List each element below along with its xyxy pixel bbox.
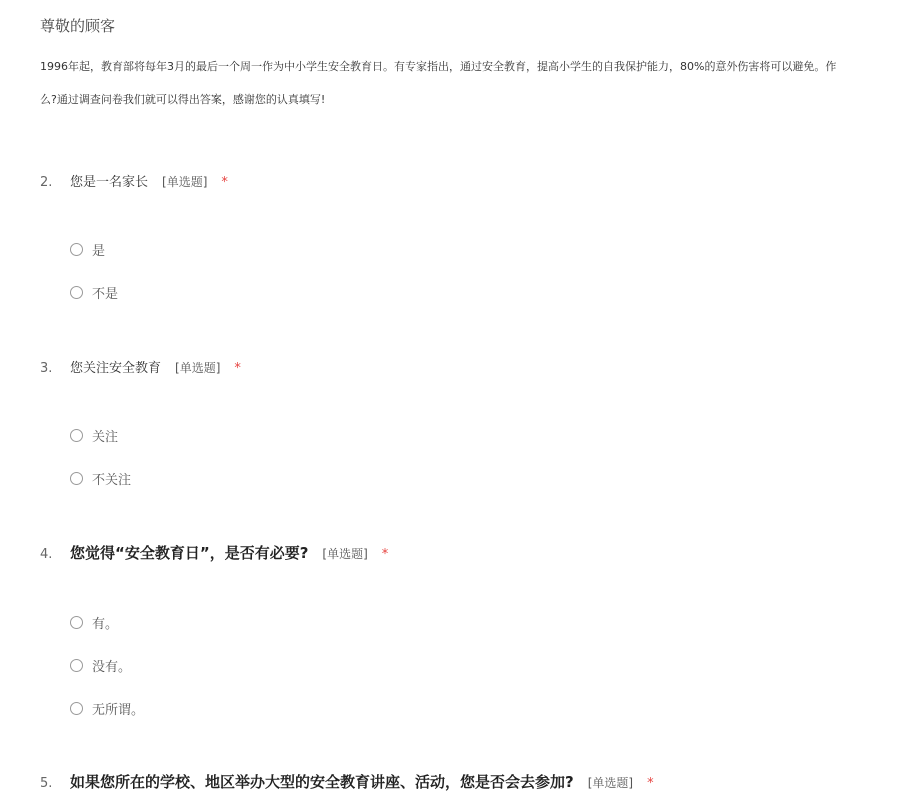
option-label: 是 <box>92 244 106 259</box>
option-not-care[interactable] <box>70 469 131 488</box>
radio-button[interactable] <box>70 286 83 299</box>
required-marker: * <box>647 776 654 791</box>
option-label: 有。 <box>92 617 119 632</box>
radio-button[interactable] <box>70 429 83 442</box>
question-type-label: [单选题] <box>587 776 634 790</box>
question-number: 2. <box>40 175 53 190</box>
question-3-header <box>40 357 241 376</box>
option-label: 关注 <box>92 430 119 445</box>
question-type-label: [单选题] <box>175 361 221 375</box>
question-type-label: [单选题] <box>322 547 368 561</box>
question-text: 您觉得“安全教育日”，是否有必要? <box>70 544 309 562</box>
option-label: 不关注 <box>92 473 132 488</box>
question-type-label: [单选题] <box>162 175 208 189</box>
option-label: 不是 <box>92 287 119 302</box>
radio-button[interactable] <box>70 702 83 715</box>
option-label: 没有。 <box>92 660 132 675</box>
option-no[interactable] <box>70 283 118 302</box>
question-5-header <box>40 771 654 792</box>
radio-button[interactable] <box>70 243 83 256</box>
required-marker: * <box>221 175 228 190</box>
question-4-header <box>40 542 388 563</box>
radio-button[interactable] <box>70 616 83 629</box>
question-2-header <box>40 171 228 190</box>
intro-text-line-2: 么?通过调查问卷我们就可以得出答案，感谢您的认真填写! <box>40 93 326 106</box>
question-text: 您关注安全教育 <box>70 361 162 376</box>
radio-button[interactable] <box>70 472 83 485</box>
option-not-necessary[interactable] <box>70 656 131 675</box>
page-title: 尊敬的顾客 <box>40 17 116 35</box>
question-number: 4. <box>40 547 53 562</box>
question-text: 您是一名家长 <box>70 175 149 190</box>
option-necessary[interactable] <box>70 613 118 632</box>
required-marker: * <box>234 361 241 376</box>
option-label: 无所谓。 <box>92 703 145 718</box>
question-number: 5. <box>40 776 53 791</box>
question-text: 如果您所在的学校、地区举办大型的安全教育讲座、活动，您是否会去参加? <box>70 773 574 791</box>
radio-button[interactable] <box>70 659 83 672</box>
intro-text-line-1: 1996年起，教育部将每年3月的最后一个周一作为中小学生安全教育日。有专家指出，通过安全教育，提高小学生的自我保护能力，80%的意外伤害将可以避免。作 <box>40 60 837 73</box>
required-marker: * <box>381 547 389 562</box>
question-number: 3. <box>40 361 53 376</box>
option-care[interactable] <box>70 426 118 445</box>
option-indifferent[interactable] <box>70 699 144 718</box>
option-yes[interactable] <box>70 240 105 259</box>
